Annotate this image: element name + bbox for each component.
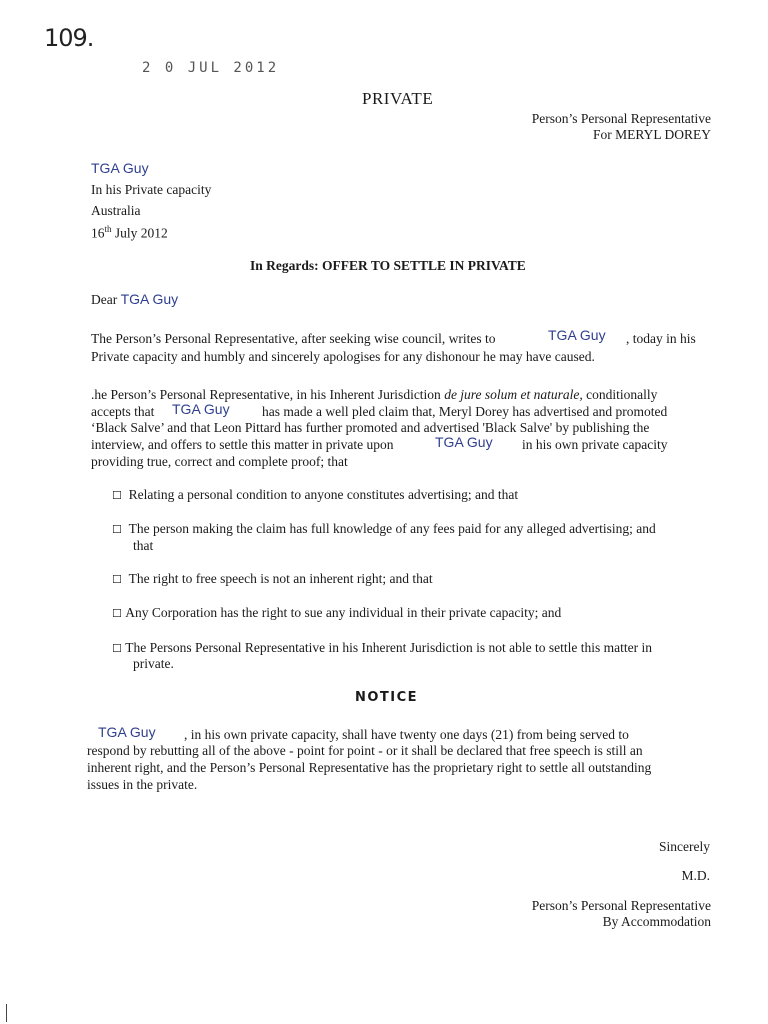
- signature-line-1: Person’s Personal Representative: [531, 898, 711, 913]
- recipient-name: TGA Guy: [91, 160, 149, 176]
- recipient-country: Australia: [91, 203, 141, 218]
- paragraph-2-line-4-end: in his own private capacity: [522, 437, 668, 452]
- paragraph-2-recipient-name-2: TGA Guy: [435, 434, 493, 450]
- signature-line-2: By Accommodation: [602, 914, 711, 929]
- condition-item-4: ☐ Any Corporation has the right to sue any individual in their private capacity; and: [112, 605, 562, 620]
- paragraph-1-line-1: The Person’s Personal Representative, after seeking wise council, writes to: [91, 331, 496, 346]
- sender-line-1: Person’s Personal Representative: [531, 111, 711, 126]
- notice-heading: NOTICE: [355, 690, 419, 705]
- letter-date: 16th July 2012: [91, 224, 168, 241]
- condition-item-2-cont: that: [133, 538, 154, 553]
- document-title: PRIVATE: [362, 89, 434, 108]
- paragraph-1-recipient-name: TGA Guy: [548, 327, 606, 343]
- notice-line-3: inherent right, and the Person’s Personal Representative has the proprietary right to settle all outstanding: [87, 760, 652, 775]
- paragraph-2-line-2-end: has made a well pled claim that, Meryl Dorey has advertised and promoted: [262, 404, 668, 419]
- notice-line-2: respond by rebutting all of the above - point for point - or it shall be declared that free speech is still an: [87, 743, 643, 758]
- checkbox-icon: ☐: [112, 489, 122, 502]
- date-stamp: 2 0 JUL 2012: [142, 60, 280, 76]
- condition-item-5: ☐ The Persons Personal Representative in his Inherent Jurisdiction is not able to settle this matter in: [112, 640, 653, 655]
- notice-line-1: , in his own private capacity, shall have twenty one days (21) from being served to: [184, 727, 629, 742]
- checkbox-icon: ☐: [112, 523, 122, 536]
- paragraph-2-line-3: ‘Black Salve’ and that Leon Pittard has further promoted and advertised 'Black Salve' by publishing the: [91, 420, 650, 435]
- salutation-name: TGA Guy: [120, 291, 179, 307]
- condition-item-2: ☐ The person making the claim has full knowledge of any fees paid for any alleged advertising; and: [112, 521, 656, 536]
- paragraph-2-line-1: .he Person’s Personal Representative, in his Inherent Jurisdiction de jure solum et naturale, conditionally: [91, 387, 658, 402]
- paragraph-2-line-4: interview, and offers to settle this matter in private upon: [91, 437, 394, 452]
- notice-recipient-name: TGA Guy: [98, 724, 156, 740]
- paragraph-2-line-5: providing true, correct and complete proof; that: [91, 454, 348, 469]
- condition-item-1: ☐ Relating a personal condition to anyone constitutes advertising; and that: [112, 487, 519, 502]
- closing-sincerely: Sincerely: [659, 839, 710, 854]
- recipient-capacity: In his Private capacity: [91, 182, 212, 197]
- paragraph-1-line-1-end: , today in his: [626, 331, 696, 346]
- condition-item-5-cont: private.: [133, 656, 174, 671]
- notice-line-4: issues in the private.: [87, 777, 198, 792]
- checkbox-icon: ☐: [112, 642, 122, 655]
- paragraph-2-recipient-name: TGA Guy: [172, 401, 230, 417]
- checkbox-icon: ☐: [112, 573, 122, 586]
- scan-edge-mark: [6, 1004, 7, 1022]
- closing-initials: M.D.: [681, 868, 710, 883]
- paragraph-2-line-2-start: accepts that: [91, 404, 155, 419]
- checkbox-icon: ☐: [112, 607, 122, 620]
- sender-line-2: For MERYL DOREY: [592, 127, 711, 142]
- salutation: Dear TGA Guy: [91, 291, 179, 307]
- handwritten-page-number: 109.: [44, 24, 94, 52]
- subject-line: In Regards: OFFER TO SETTLE IN PRIVATE: [250, 258, 526, 273]
- paragraph-1-line-2: Private capacity and humbly and sincerely apologises for any dishonour he may have caused.: [91, 349, 595, 364]
- condition-item-3: ☐ The right to free speech is not an inherent right; and that: [112, 571, 433, 586]
